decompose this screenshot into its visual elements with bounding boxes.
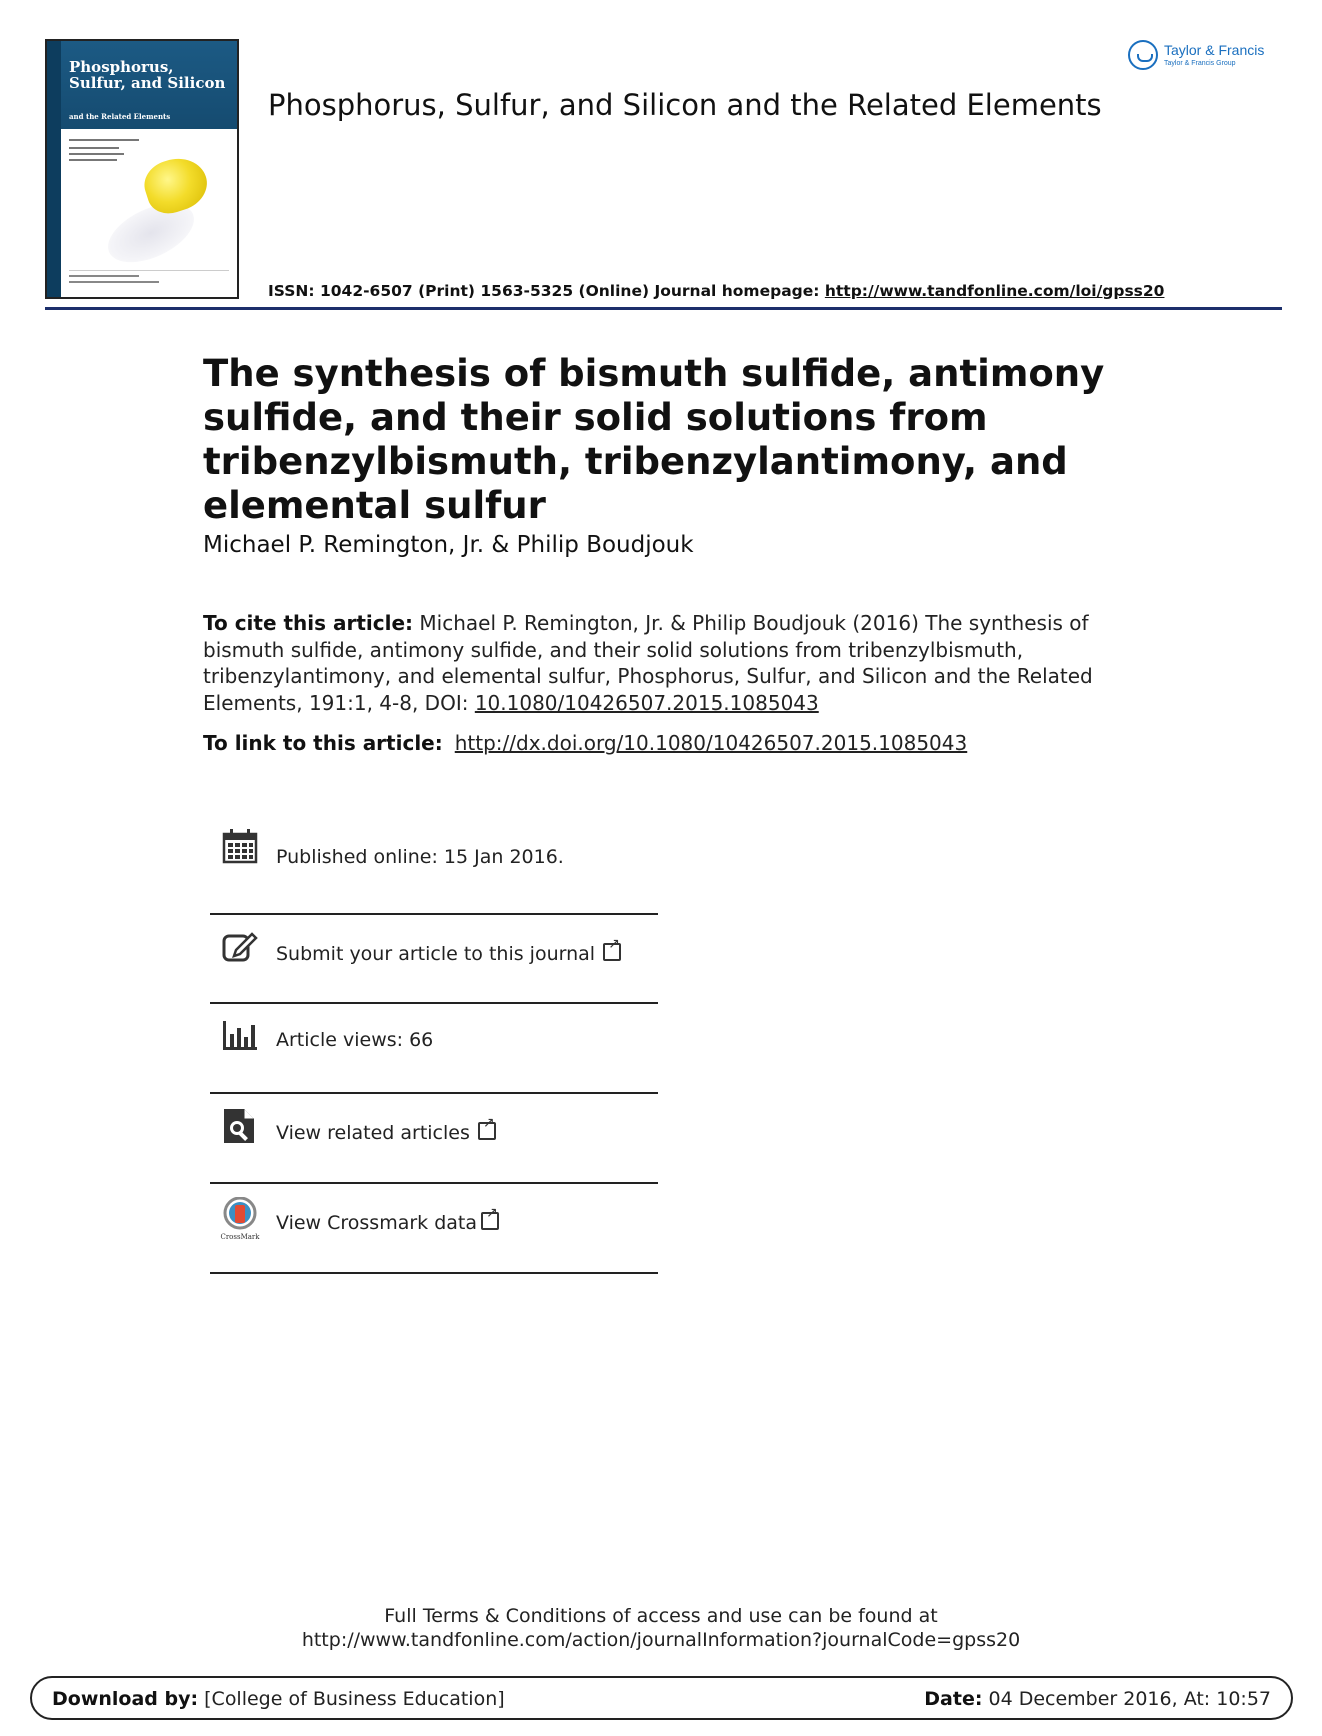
cover-title: Phosphorus, Sulfur, and Silicon — [69, 58, 226, 92]
publisher-group: Taylor & Francis Group — [1164, 60, 1236, 67]
citation-doi-link[interactable]: 10.1080/10426507.2015.1085043 — [474, 690, 819, 715]
date-value: 04 December 2016, At: 10:57 — [982, 1688, 1271, 1710]
info-divider — [210, 1272, 658, 1274]
related-articles-label[interactable] — [276, 1121, 496, 1144]
download-label: Download by: — [52, 1688, 199, 1710]
article-authors: Michael P. Remington, Jr. & Philip Boudjouk — [203, 532, 694, 558]
download-date — [924, 1688, 1271, 1710]
citation-block — [203, 610, 1143, 716]
bar-chart-icon — [222, 1017, 258, 1053]
crossmark-icon — [220, 1197, 260, 1241]
journal-cover-image — [45, 39, 239, 299]
lamp-icon — [1128, 40, 1158, 70]
cover-subtitle: and the Related Elements — [69, 112, 171, 121]
submit-article-text: Submit your article to this journal — [276, 943, 596, 965]
terms-notice — [0, 1604, 1322, 1652]
cover-text-line — [69, 147, 119, 149]
info-divider — [210, 1092, 658, 1094]
published-online-row — [210, 822, 658, 912]
citation-label: To cite this article: — [203, 611, 414, 635]
download-info-bar — [30, 1676, 1293, 1720]
document-search-icon — [222, 1107, 258, 1143]
crossmark-logo-text: CrossMark — [220, 1233, 260, 1241]
terms-url[interactable]: http://www.tandfonline.com/action/journalInformation?journalCode=gpss20 — [301, 1629, 1021, 1651]
cover-text-line — [69, 139, 139, 141]
related-articles-row[interactable] — [210, 1095, 658, 1185]
published-online-text: Published online: 15 Jan 2016. — [276, 846, 564, 868]
cover-spine — [47, 41, 61, 297]
crossmark-label[interactable] — [276, 1211, 499, 1234]
cover-footer — [69, 270, 229, 289]
issn-line — [268, 282, 1164, 300]
article-link-block — [203, 731, 967, 755]
cover-text-line — [69, 159, 117, 161]
publisher-name: Taylor & Francis — [1164, 42, 1265, 58]
article-title: The synthesis of bismuth sulfide, antimony sulfide, and their solid solutions from tribenzylbismuth, tribenzylantimony, and elemental sulfur — [203, 352, 1105, 527]
cover-text-line — [69, 153, 124, 155]
submit-article-row[interactable] — [210, 916, 658, 1006]
publisher-logo[interactable] — [1128, 40, 1288, 74]
link-label: To link to this article: — [203, 731, 443, 755]
crossmark-text: View Crossmark data — [276, 1212, 478, 1234]
submit-article-label[interactable] — [276, 942, 621, 965]
external-link-icon — [603, 943, 621, 961]
external-link-icon — [481, 1212, 499, 1230]
journal-title: Phosphorus, Sulfur, and Silicon and the Related Elements — [268, 88, 1102, 122]
download-institution: [College of Business Education] — [198, 1688, 505, 1710]
article-views-row — [210, 1005, 658, 1095]
info-divider — [210, 913, 658, 915]
article-doi-url[interactable]: http://dx.doi.org/10.1080/10426507.2015.1085043 — [454, 731, 968, 755]
external-link-icon — [478, 1122, 496, 1140]
journal-homepage-link[interactable]: http://www.tandfonline.com/loi/gpss20 — [824, 282, 1165, 300]
edit-icon — [222, 928, 258, 964]
calendar-icon — [222, 828, 258, 864]
download-by — [52, 1688, 505, 1710]
article-views-text: Article views: 66 — [276, 1029, 434, 1051]
issn-text: ISSN: 1042-6507 (Print) 1563-5325 (Online) Journal homepage: — [268, 282, 825, 300]
crossmark-row[interactable] — [210, 1185, 658, 1275]
date-label: Date: — [924, 1688, 983, 1710]
info-divider — [210, 1182, 658, 1184]
citation-text: Michael P. Remington, Jr. & Philip Boudjouk (2016) The synthesis of bismuth sulfide, antimony sulfide, and their solid solutions from tribenzylbismuth, tribenzylantimony, and elemental sulfur, Phosphorus, Sulfur, and Silicon and the Related Elements, 191:1, 4-8, DOI: — [203, 611, 1093, 715]
info-divider — [210, 1002, 658, 1004]
header-rule — [45, 307, 1282, 310]
terms-line-1: Full Terms & Conditions of access and use can be found at — [384, 1605, 938, 1627]
related-articles-text: View related articles — [276, 1122, 470, 1144]
